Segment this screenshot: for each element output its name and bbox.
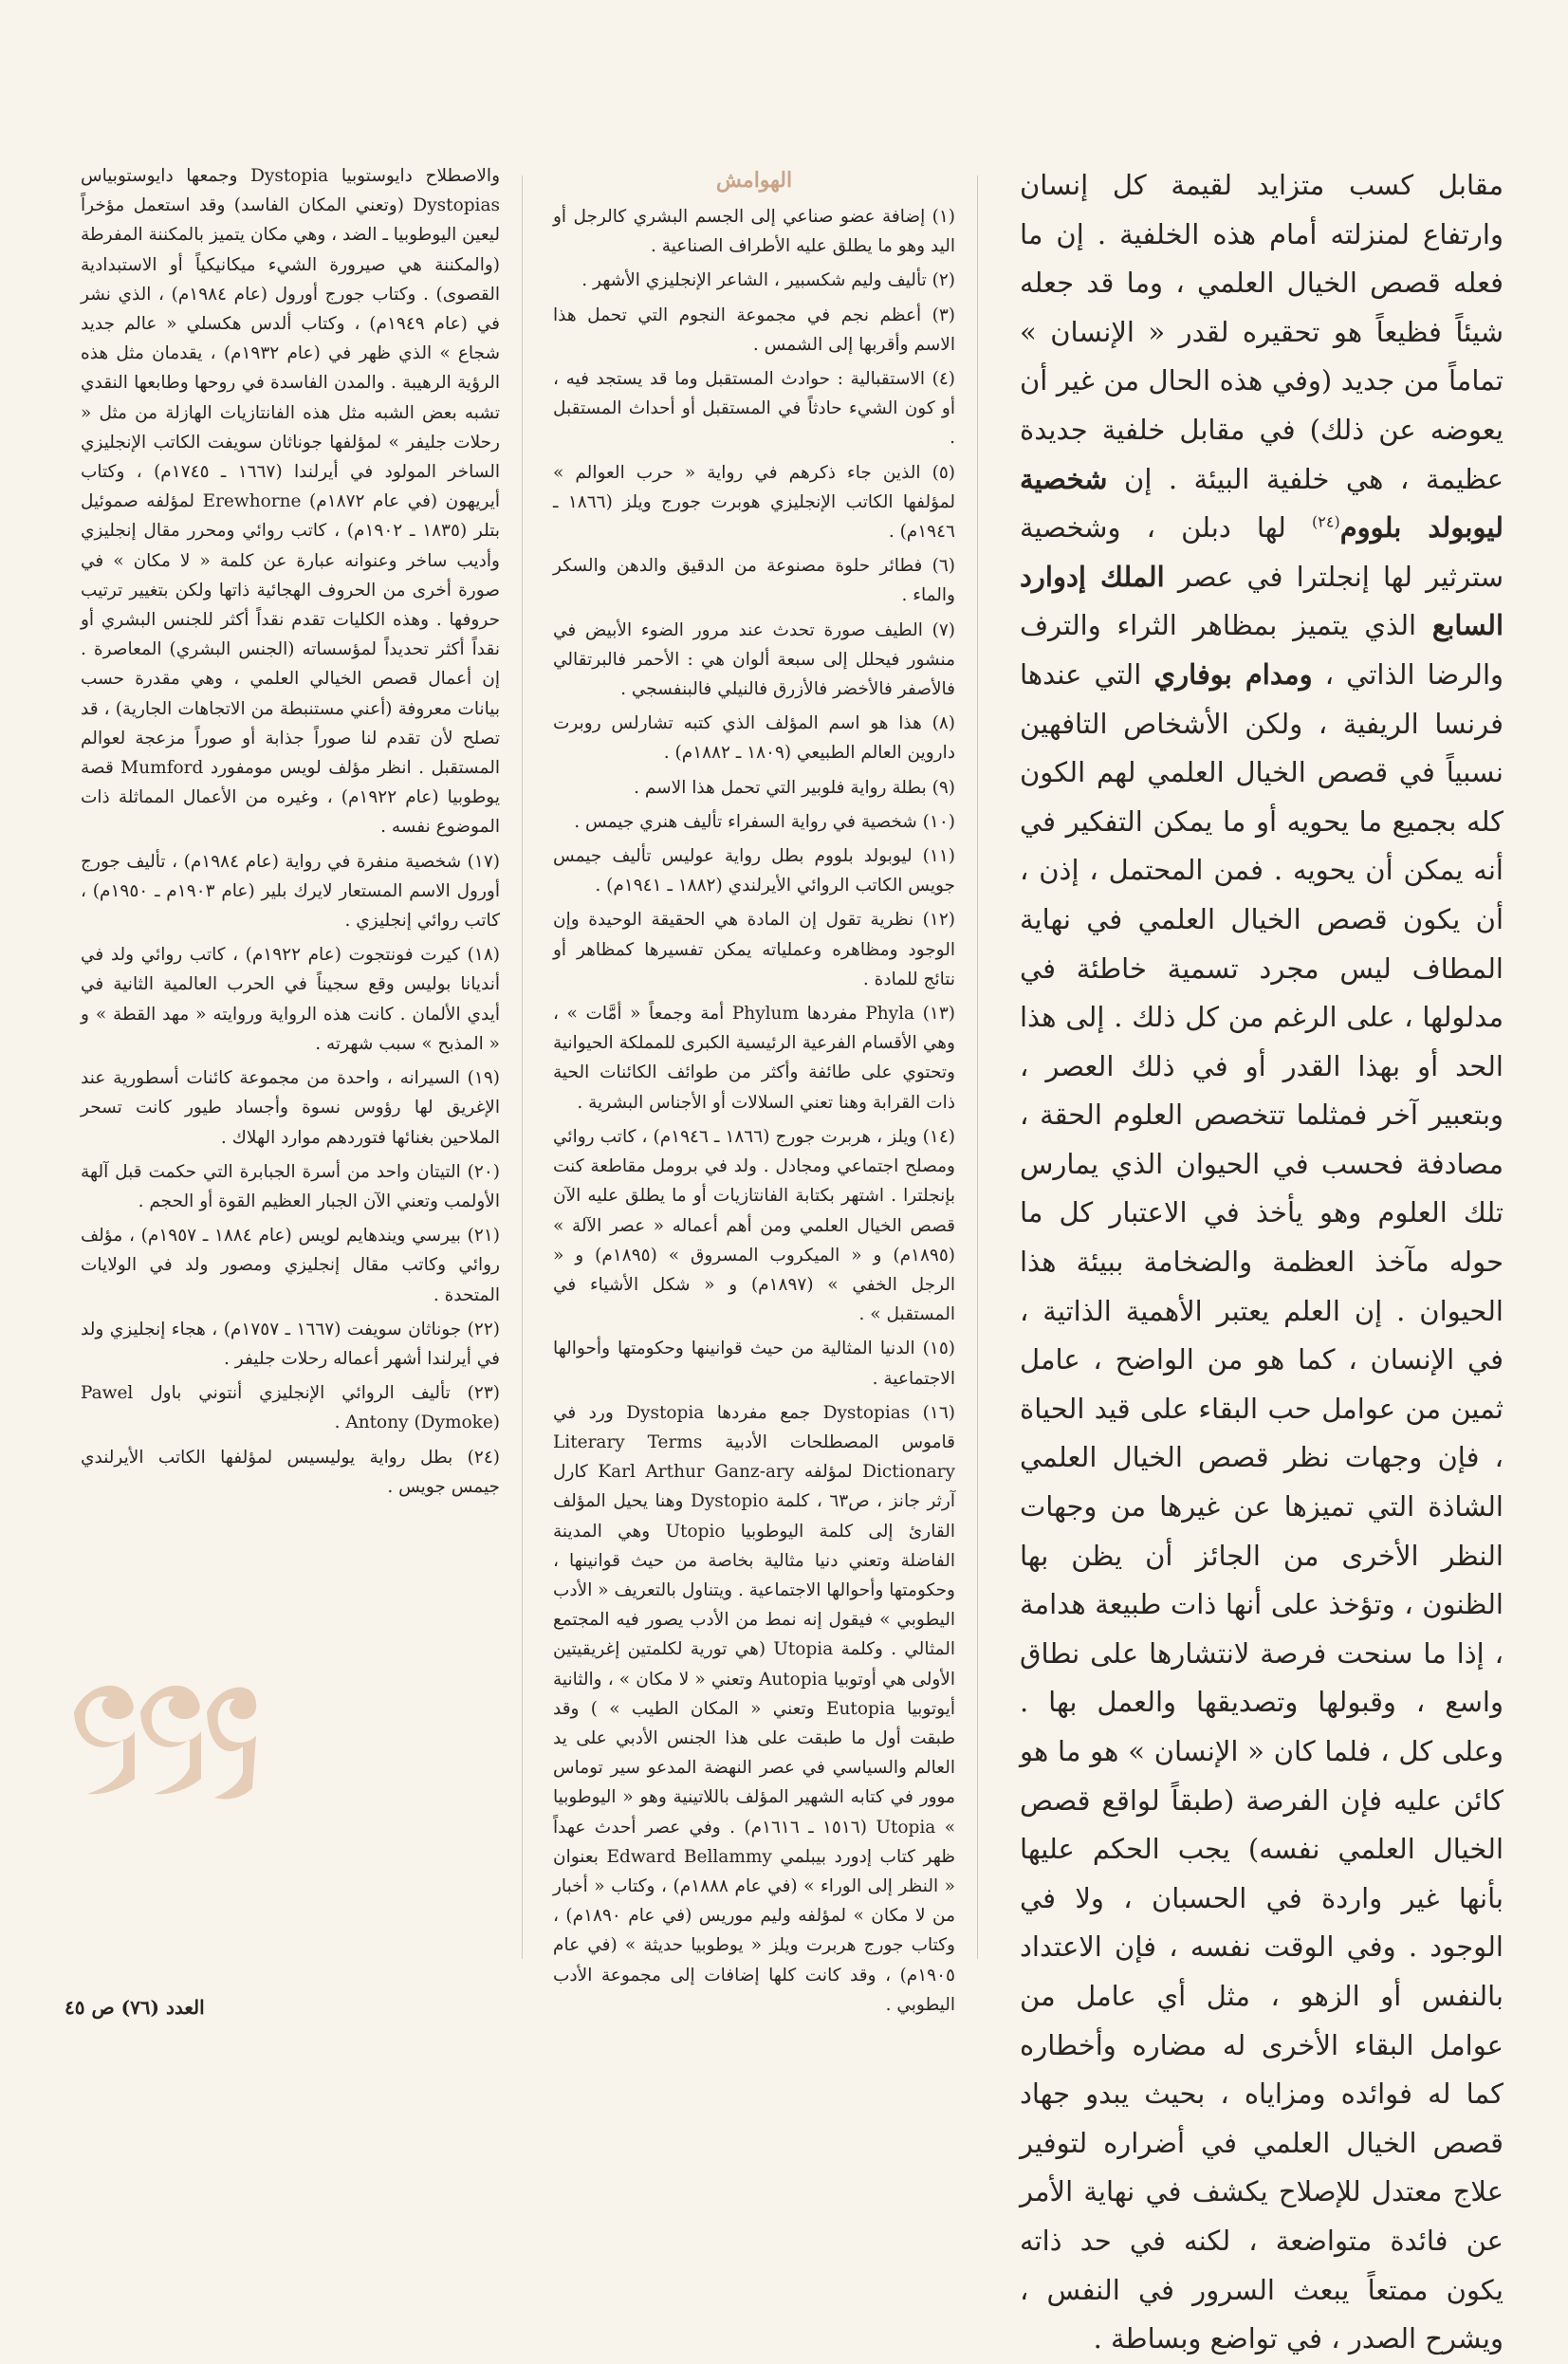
footnote: (٥) الذين جاء ذكرهم في رواية « حرب العوالم » لمؤلفها الكاتب الإنجليزي هوبرت جورج ويلز (١٨٦٦ ـ ١٩٤٦م) . <box>553 462 955 543</box>
highlight-edward-vii: الملك إدوارد السابع <box>1020 560 1504 642</box>
issue-and-page: العدد (٧٦) ص ٤٥ <box>65 1996 205 2019</box>
article-text-part: الذي يتميز بمظاهر الثراء والترف والرضا الذاتي ، <box>1020 609 1504 691</box>
footnote: (٢) تأليف وليم شكسبير ، الشاعر الإنجليزي الأشهر . <box>581 270 955 291</box>
highlight-madame-bovary: ومدام بوفاري <box>1153 657 1313 691</box>
footnote: (١٩) السيرانه ، واحدة من مجموعة كائنات أسطورية عند الإغريق لها رؤوس نسوة وأجساد طيور كانت تسحر الملاحين بغنائها فتوردهم موارد الهلاك . <box>81 1068 500 1148</box>
main-article-column <box>1020 161 1503 2364</box>
footnote-ref: (٢٤) <box>1312 512 1340 531</box>
footnote: (٢٢) جوناثان سويفت (١٦٦٧ ـ ١٧٥٧م) ، هجاء إنجليزي ولد في أيرلندا أشهر أعماله رحلات جليفر . <box>81 1319 500 1369</box>
page-footer <box>65 1996 205 2019</box>
calligraphy-ornament-icon <box>66 1655 261 1817</box>
footnote: (١٢) نظرية تقول إن المادة هي الحقيقة الوحيدة وإن الوجود ومظاهره وعملياته يمكن تفسيرها كمظاهر أو نتائج للمادة . <box>553 910 955 989</box>
footnote: (١١) ليوبولد بلووم بطل رواية عوليس تأليف جيمس جويس الكاتب الروائي الأيرلندي (١٨٨٢ ـ ١٩٤١م) . <box>553 846 955 896</box>
footnote: والاصطلاح دايوستوبيا Dystopia وجمعها دايوستوبياس Dystopias (وتعني المكان الفاسد) وقد استعمل مؤخراً ليعين اليوطوبيا ـ الضد ، وهي مكان يتميز بالمكننة المفرطة (والمكننة هي صيرورة الشيء ميكانيكياً أو الاستبدادية القصوى) . وكتاب جورج أورول (عام ١٩٨٤م) ، الذي نشر في (عام ١٩٤٩م) ، وكتاب ألدس هكسلي « عالم جديد شجاع » الذي ظهر في (عام ١٩٣٢م) ، يقدمان مثل هذه الرؤية الرهيبة . والمدن الفاسدة في روحها وطابعها النقدي تشبه بعض الشبه مثل هذه الفانتازيات الهازلة من مثل « رحلات جليفر » لمؤلفها جوناثان سويفت الكاتب الإنجليزي الساخر المولود في أيرلندا (١٦٦٧ ـ ١٧٤٥م) ، وكتاب أيريهون (في عام ١٨٧٢م) Erewhorne لمؤلفه صموئيل بتلر (١٨٣٥ ـ ١٩٠٢م) ، كاتب روائي ومحرر مقال إنجليزي وأديب ساخر وعنوانه عبارة عن كلمة « لا مكان » في صورة أخرى من الحروف الهجائية ذاتها ولكن بتغيير ترتيب حروفها . وهذه الكليات تقدم نقداً أكثر للجنس البشري أو نقداً أكثر تحديداً لمؤسساته (الجنس البشري) المعاصرة . إن أعمال قصص الخيالي العلمي ، وهي مقدرة حسب بيانات معروفة (أعني مستنبطة من الاتجاهات الجارية) ، قد تصلح لأن تقدم لنا صوراً جذابة أو صوراً مزعجة لعوالم المستقبل . انظر مؤلف لويس مومفورد Mumford قصة يوطوبيا (عام ١٩٢٢م) ، وغيره من الأعمال المماثلة ذات الموضوع نفسه . <box>81 166 501 838</box>
footnote: (١٨) كيرت فونتجوت (عام ١٩٢٢م) ، كاتب روائي ولد في أنديانا بوليس وقع سجيناً في الحرب العالمية الثانية في أيدي الألمان . كانت هذه الرواية وروايته « مهد القطة » و « المذبح » سبب شهرته . <box>81 945 500 1054</box>
article-text-part: التي عندها فرنسا الريفية ، ولكن الأشخاص التافهين نسبياً في قصص الخيال العلمي لهم الكون كله بجميع ما يحويه أو ما يمكن التفكير في أنه يمكن أن يحويه . فمن المحتمل ، إذن ، أن يكون قصص الخيال العلمي في نهاية المطاف ليس مجرد تسمية خاطئة في مدلولها ، على الرغم من كل ذلك . إلى هذا الحد أو بهذا القدر أو في ذلك العصر ، وبتعبير آخر فمثلما تتخصص العلوم الحقة ، مصادفة فحسب في الحيوان الذي يمارس تلك العلوم وهو يأخذ في الاعتبار كل ما حوله مآخذ العظمة والضخامة ببيئة هذا الحيوان . إن العلم يعتبر الأهمية الذاتية ، في الإنسان ، كما هو من الواضح ، عامل ثمين من عوامل حب البقاء على قيد الحياة ، فإن وجهات نظر قصص الخيال العلمي الشاذة التي تميزها عن غيرها من وجهات النظر الأخرى من الجائز أن يظن بها الظنون ، وتؤخذ على أنها ذات طبيعة هدامة ، إذا ما سنحت فرصة لانتشارها على نطاق واسع ، وقبولها وتصديقها والعمل بها . وعلى كل ، فلما كان « الإنسان » هو ما هو كائن عليه فإن الفرصة (طبقاً لواقع قصص الخيال العلمي نفسه) يجب الحكم عليها بأنها غير واردة في الحسبان ، ولا في الوجود . وفي الوقت نفسه ، فإن الاعتداد بالنفس أو الزهو ، مثل أي عامل من عوامل البقاء الأخرى له مضاره وأخطاره كما له فوائده ومزاياه ، بحيث يبدو جهاد قصص الخيال العلمي في أضراره لتوفير علاج معتدل للإصلاح يكشف في نهاية الأمر عن فائدة متواضعة ، لكنه في حد ذاته يكون ممتعاً يبعث السرور في النفس ، ويشرح الصدر ، في تواضع وبساطة . <box>1020 657 1503 2355</box>
footnote: (١٧) شخصية منفرة في رواية (عام ١٩٨٤م) ، تأليف جورج أورول الاسم المستعار لايرك بلير (عام ١٩٠٣م ـ ١٩٥٠م) ، كاتب روائي إنجليزي . <box>81 851 500 932</box>
footnote: (١٤) ويلز ، هربرت جورج (١٨٦٦ ـ ١٩٤٦م) ، كاتب روائي ومصلح اجتماعي ومجادل . ولد في برومل مقاطعة كنت بإنجلترا . اشتهر بكتابة الفانتازيات أو ما يطلق عليه الآن قصص الخيال العلمي ومن أهم أعماله « عصر الآلة » (١٨٩٥م) و « الميكروب المسروق » (١٨٩٥م) و « الرجل الخفي » (١٨٩٧م) و « شكل الأشياء في المستقبل » . <box>553 1126 955 1325</box>
footnote: (١) إضافة عضو صناعي إلى الجسم البشري كالرجل أو اليد وهو ما يطلق عليه الأطراف الصناعية . <box>553 207 955 257</box>
footnote: (٦) فطائر حلوة مصنوعة من الدقيق والدهن والسكر والماء . <box>553 556 955 606</box>
footnote: (٨) هذا هو اسم المؤلف الذي كتبه تشارلس روبرت داروين العالم الطبيعي (١٨٠٩ ـ ١٨٨٢م) . <box>553 713 955 764</box>
footnote: (٢٠) التيتان واحد من أسرة الجبابرة التي حكمت قبل آلهة الأولمب وتعني الآن الجبار العظيم القوة أو الحجم . <box>81 1161 500 1211</box>
highlight-leopold-bloom: شخصية ليوبولد بلووم <box>1020 462 1504 545</box>
article-text-part: لها دبلن ، وشخصية سترثير لها إنجلترا في عصر <box>1020 511 1504 593</box>
footnotes-column-1 <box>553 166 955 2024</box>
footnote: (١٦) Dystopias جمع مفردها Dystopia ورد في قاموس المصطلحات الأدبية Literary Terms Dictionary لمؤلفه Karl Arthur Ganz-ary كارل آرثر جانز ، ص٦٣ ، كلمة Dystopio وهنا يحيل المؤلف القارئ إلى كلمة اليوطوبيا Utopio وهي المدينة الفاضلة وتعني دنيا مثالية بخاصة من حيث قوانينها ، وحكومتها وأحوالها الاجتماعية . ويتناول بالتعريف « الأدب اليطوبي » فيقول إنه نمط من الأدب يصور فيه المجتمع المثالي . وكلمة Utopia (هي تورية لكلمتين إغريقيتين الأولى هي أوتوبيا Autopia وتعني « لا مكان » ، والثانية أيوتوبيا Eutopia وتعني « المكان الطيب » ) وقد طبقت أول ما طبقت على هذا الجنس الأدبي على يد العالم والسياسي في عصر النهضة المدعو سير توماس موور في كتابه الشهير المؤلف باللاتينية وهو « اليوطوبيا » Utopia (١٥١٦ ـ ١٦١٦م) . وفي عصر أحدث عهداً ظهر كتاب إدورد بيبلمي Edward Bellammy بعنوان « النظر إلى الوراء » (في عام ١٨٨٨م) ، وكتاب « أخبار من لا مكان » لمؤلفه وليم موريس (في عام ١٨٩٠م) ، وكتاب جورج هربرت ويلز « يوطوبيا حديثة » (في عام ١٩٠٥م) ، وقد كانت كلها إضافات إلى مجموعة الأدب اليطوبي . <box>553 1402 956 2015</box>
footnote: (٢٤) بطل رواية يوليسيس لمؤلفها الكاتب الأيرلندي جيمس جويس . <box>81 1447 500 1497</box>
column-divider <box>977 175 978 1959</box>
footnote: (٣) أعظم نجم في مجموعة النجوم التي تحمل هذا الاسم وأقربها إلى الشمس . <box>553 305 955 355</box>
article-text-part: مقابل كسب متزايد لقيمة كل إنسان وارتفاع لمنزلته أمام هذه الخلفية . إن ما فعله قصص الخيال العلمي ، وما قد جعله شيئاً فظيعاً هو تحقيره لقدر « الإنسان » تماماً من جديد (وفي هذه الحال من غير أن يعوضه عن ذلك) في مقابل خلفية جديدة عظيمة ، هي خلفية البيئة . إن <box>1020 169 1503 495</box>
footnote: (٢١) بيرسي ويندهايم لويس (عام ١٨٨٤ ـ ١٩٥٧م) ، مؤلف روائي وكاتب مقال إنجليزي ومصور ولد في الولايات المتحدة . <box>81 1226 500 1305</box>
footnote: (٢٣) تأليف الروائي الإنجليزي أنتوني باول Pawel Antony (Dymoke) . <box>81 1383 500 1433</box>
footnote: (١٥) الدنيا المثالية من حيث قوانينها وحكومتها وأحوالها الاجتماعية . <box>553 1339 955 1389</box>
footnote: (١٣) Phyla مفردها Phylum أمة وجمعاً « أمَّات » ، وهي الأقسام الفرعية الرئيسية الكبرى للمملكة الحيوانية وتحتوي على طائفة وأكثر من طوائف الكائنات الحية ذات القرابة وهنا تعني السلالات أو الأجناس البشرية . <box>553 1004 955 1113</box>
article-paragraph <box>1020 161 1503 2364</box>
footnotes-heading: الهوامش <box>715 168 793 193</box>
footnote: (٤) الاستقبالية : حوادث المستقبل وما قد يستجد فيه ، أو كون الشيء حادثاً في المستقبل أو أحداث المستقبل . <box>553 369 955 449</box>
column-divider <box>522 175 523 1959</box>
footnote: (٩) بطلة رواية فلوبير التي تحمل هذا الاسم . <box>634 777 955 798</box>
footnote: (١٠) شخصية في رواية السفراء تأليف هنري جيمس . <box>574 811 955 832</box>
footnote: (٧) الطيف صورة تحدث عند مرور الضوء الأبيض في منشور فيحلل إلى سبعة ألوان هي : الأحمر فالبرتقالي فالأصفر فالأخضر فالأزرق فالنيلي فالبنفسجي . <box>553 619 955 700</box>
footnotes-column-2 <box>81 161 500 1506</box>
